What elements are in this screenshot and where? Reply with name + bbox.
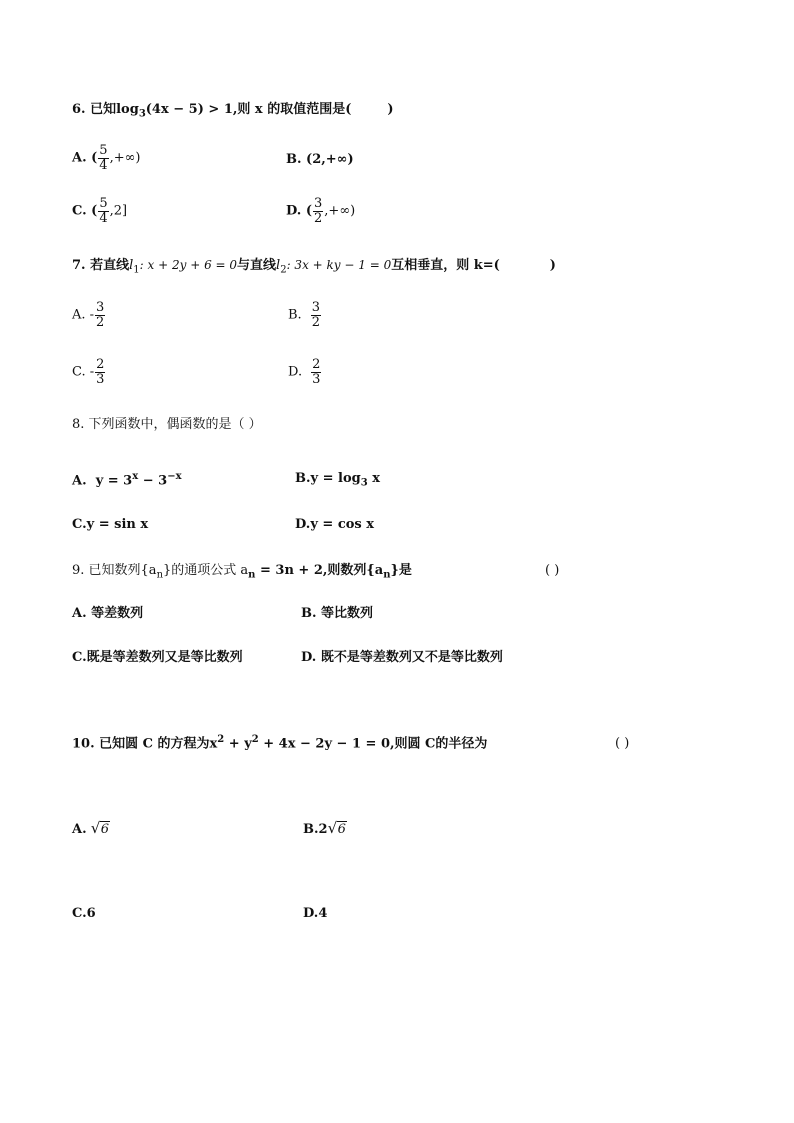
q7-option-d-fraction [311,358,321,386]
q7-option-d-num: 2 [312,357,321,372]
q7-line1: l [129,258,134,273]
q6-stem-post: ,则 x 的取值范围是( [232,102,352,117]
q7-stem [72,259,556,276]
q6-option-b: B. (2,+∞) [286,152,354,167]
q7-stem-post: 互相垂直，则 k=( [391,258,500,273]
q7-stem-close: ) [549,258,556,273]
q10-stem-pre: 10. 已知圆 C 的方程为x [72,736,218,752]
q7-option-c-num: 2 [96,357,105,372]
q8-option-b-base: 3 [360,477,368,489]
q10-mid1: + y [224,736,252,752]
q9-option-b: B. 等比数列 [301,606,374,621]
q6-option-d-label: D. ( [286,203,313,219]
q8-option-a [72,472,182,487]
q6-option-d-num: 3 [314,196,323,211]
q6-option-a-fraction [98,144,108,172]
q7-option-c [72,358,106,386]
q7-option-c-den: 3 [96,371,105,387]
q9-sub1: n [156,569,164,581]
q10-option-b-sqrt [327,819,347,837]
q10-stem [72,735,487,750]
q10-sup2: 2 [251,734,259,745]
q9-stem-pre: 9. 已知数列{a [72,563,157,578]
q8-option-a-mid: − 3 [138,473,168,489]
q8-option-a-sup1: x [132,471,139,482]
q6-log-base: 3 [138,108,146,120]
q7-option-b-fraction [311,301,321,329]
q9-stem-mid: }的通项公式 a [163,563,249,578]
q6-option-a-label: A. ( [72,150,98,166]
q7-option-d-label: D. [288,364,303,380]
q8-option-d: D.y = cos x [295,517,375,532]
q10-option-b-label: B.2 [303,822,328,837]
q6-option-a [72,144,141,172]
q7-option-c-label: C. - [72,364,95,380]
q8-option-b [295,472,380,489]
q6-option-a-den: 4 [99,157,108,173]
q9-option-c: C.既是等差数列又是等比数列 [72,650,243,665]
q6-option-c-tail: ,2] [109,203,128,219]
q9-stem [72,564,412,581]
q6-stem-pre: 6. 已知 [72,102,117,117]
q6-option-d [286,197,355,225]
q10-option-a-radicand: 6 [100,822,110,837]
sqrt-icon: √ [90,819,101,837]
q6-option-a-tail: ,+∞) [109,150,141,166]
q7-option-a-fraction [95,301,105,329]
q7-option-b-den: 2 [311,314,320,330]
q9-sub3: n [383,569,391,581]
q8-option-b-tail: x [367,471,380,486]
sqrt-icon: √ [327,819,338,837]
q9-sub2: n [248,569,256,581]
q10-option-b-radicand: 6 [337,822,346,837]
q6-option-c-num: 5 [99,196,108,211]
q10-option-a-label: A. [72,822,87,837]
q10-option-d: D.4 [303,906,328,921]
q10-option-a [72,819,110,837]
q10-option-c: C.6 [72,906,96,921]
q7-option-c-fraction [95,358,105,386]
q9-stem-eq: = 3n + 2,则数列{a [255,563,384,578]
q8-option-a-pre: y = 3 [95,473,133,489]
q7-option-a [72,301,106,329]
q6-option-c-label: C. ( [72,203,98,219]
q7-option-a-label: A. - [72,307,95,323]
q9-option-a: A. 等差数列 [72,606,144,621]
q8-option-b-text: B.y = log [295,471,361,486]
q7-line2-eq: : 3x + ky − 1 = 0 [286,258,392,272]
q7-option-a-num: 3 [96,300,105,315]
q6-log: log [116,102,139,117]
q10-option-b [303,819,347,837]
q10-option-a-sqrt [90,819,110,837]
q10-sup1: 2 [217,734,225,745]
q7-line1-sub: 1 [133,264,140,276]
q8-option-c: C.y = sin x [72,517,149,532]
q8-stem: 8. 下列函数中，偶函数的是（ ） [72,417,262,432]
q7-option-b [288,301,322,329]
q8-option-a-label: A. [72,473,87,489]
q7-option-a-den: 2 [96,314,105,330]
q6-option-c [72,197,127,225]
q6-option-d-fraction [313,197,323,225]
q6-option-a-num: 5 [99,143,108,158]
q10-mid2: + 4x − 2y − 1 = 0,则圆 C的半径为 [258,736,488,752]
q7-line2-sub: 2 [280,264,287,276]
q7-line1-eq: : x + 2y + 6 = 0 [139,258,238,272]
q7-mid: 与直线 [237,258,277,273]
q7-option-b-num: 3 [311,300,320,315]
q9-stem-post: }是 [390,563,412,578]
q6-option-d-den: 2 [314,210,323,226]
q9-paren: ( ) [545,563,560,578]
q7-option-d [288,358,322,386]
q7-option-d-den: 3 [312,371,321,387]
q6-log-arg: (4x − 5) > 1 [145,102,233,117]
q7-stem-pre: 7. 若直线 [72,258,130,273]
q8-option-a-sup2: −x [167,471,182,482]
q7-option-b-label: B. [288,307,302,323]
q10-paren: ( ) [615,736,630,751]
q9-option-d: D. 既不是等差数列又不是等比数列 [301,650,503,665]
q6-option-c-fraction [98,197,108,225]
q6-stem [72,103,394,120]
q6-option-c-den: 4 [99,210,108,226]
q6-stem-close: ) [387,102,394,117]
q6-option-d-tail: ,+∞) [324,203,356,219]
q7-line2: l [276,258,281,273]
